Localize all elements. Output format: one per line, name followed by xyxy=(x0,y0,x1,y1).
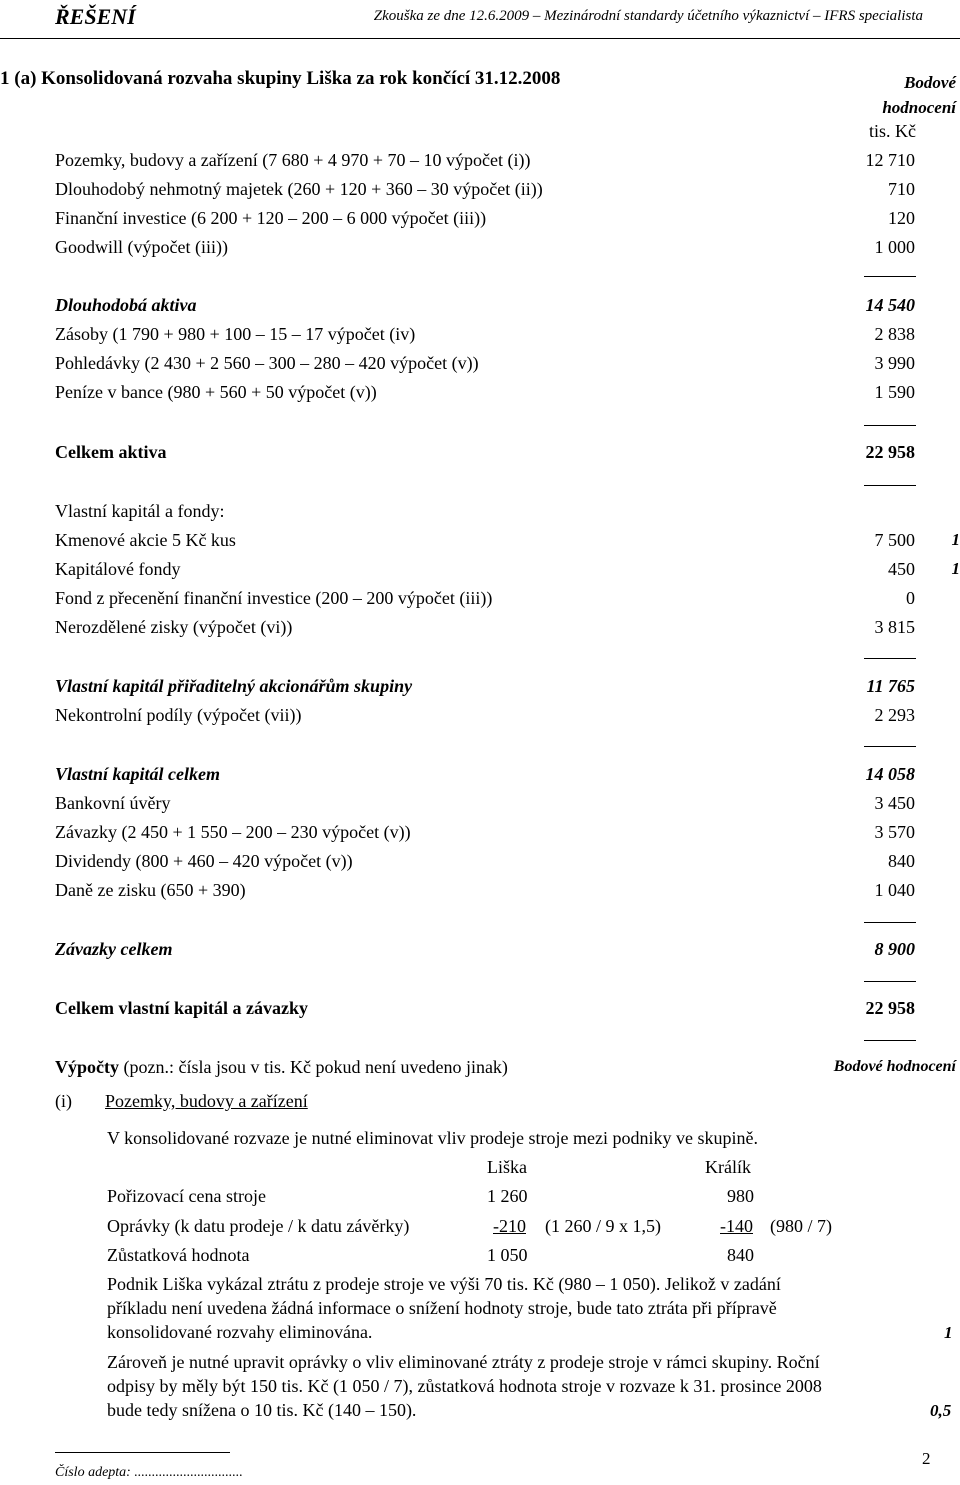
paragraph-line: Zároveň je nutné upravit oprávky o vliv eliminované ztráty z prodeje stroje v rámci skupiny. Roční xyxy=(107,1352,820,1372)
row-value: 14 540 xyxy=(865,295,915,315)
header-divider xyxy=(0,38,960,39)
balance-row xyxy=(55,851,915,880)
row-label: Celkem vlastní kapitál a závazky xyxy=(55,998,309,1018)
balance-row xyxy=(55,237,915,266)
score-header-2: hodnocení xyxy=(882,98,956,117)
balance-row xyxy=(55,208,915,237)
table-cell-liska: 1 260 xyxy=(487,1186,528,1206)
total-rule xyxy=(864,1040,916,1041)
row-value: 1 000 xyxy=(874,237,915,257)
row-label: Peníze v bance (980 + 560 + 50 výpočet (v)) xyxy=(55,382,377,402)
header-title: ŘEŠENÍ xyxy=(55,4,136,29)
table-cell-liska: 1 050 xyxy=(487,1245,528,1265)
row-value: 450 xyxy=(888,559,915,579)
balance-row xyxy=(55,880,915,909)
paragraph-line: Podnik Liška vykázal ztrátu z prodeje stroje ve výši 70 tis. Kč (980 – 1 050). Jelikož v zadání xyxy=(107,1274,781,1294)
calculations-title-note: (pozn.: čísla jsou v tis. Kč pokud není uvedeno jinak) xyxy=(119,1057,508,1077)
row-label: Nerozdělené zisky (výpočet (vi)) xyxy=(55,617,293,637)
subtotal-rule xyxy=(864,922,916,923)
row-label: Pozemky, budovy a zařízení (7 680 + 4 970 + 70 – 10 výpočet (i)) xyxy=(55,150,531,170)
row-label: Daně ze zisku (650 + 390) xyxy=(55,880,246,900)
row-value: 840 xyxy=(888,851,915,871)
row-value: 3 570 xyxy=(874,822,915,842)
row-value: 2 838 xyxy=(874,324,915,344)
subtotal-rule xyxy=(864,276,916,277)
row-value: 12 710 xyxy=(865,150,915,170)
row-label: Vlastní kapitál celkem xyxy=(55,764,220,784)
table-col-kralik: Králík xyxy=(705,1157,751,1177)
footer-divider xyxy=(55,1452,230,1453)
row-label: Dlouhodobý nehmotný majetek (260 + 120 + 360 – 30 výpočet (ii)) xyxy=(55,179,543,199)
row-label: Dividendy (800 + 460 – 420 výpočet (v)) xyxy=(55,851,353,871)
row-value: 14 058 xyxy=(865,764,915,784)
calculations-title xyxy=(55,1057,508,1078)
balance-row xyxy=(55,353,915,382)
row-label: Kmenové akcie 5 Kč kus xyxy=(55,530,236,550)
balance-row xyxy=(55,559,960,588)
subtotal-rule xyxy=(864,746,916,747)
subtotal-rule xyxy=(864,981,916,982)
calculations-title-bold: Výpočty xyxy=(55,1057,119,1077)
row-score: 1 xyxy=(951,559,960,578)
row-value: 7 500 xyxy=(874,530,915,550)
total-row xyxy=(55,442,915,471)
intro-text: V konsolidované rozvaze je nutné eliminovat vliv prodeje stroje mezi podniky ve skupině. xyxy=(107,1128,759,1148)
row-value: 2 293 xyxy=(874,705,915,725)
paragraph-line: konsolidované rozvahy eliminována. xyxy=(107,1322,373,1342)
row-value: 22 958 xyxy=(865,442,915,462)
row-value: 3 990 xyxy=(874,353,915,373)
row-value: 1 590 xyxy=(874,382,915,402)
paragraph-line: bude tedy snížena o 10 tis. Kč (140 – 150). xyxy=(107,1400,417,1420)
row-value: 3 815 xyxy=(874,617,915,637)
row-label: Vlastní kapitál přiřaditelný akcionářům skupiny xyxy=(55,676,413,696)
row-value: 0 xyxy=(906,588,915,608)
balance-row xyxy=(55,530,960,559)
candidate-number-field: Číslo adepta: ............................... xyxy=(55,1465,243,1480)
row-label: Goodwill (výpočet (iii)) xyxy=(55,237,228,257)
subsection-title: Pozemky, budovy a zařízení xyxy=(105,1091,308,1111)
section-title: 1 (a) Konsolidovaná rozvaha skupiny Liška za rok končící 31.12.2008 xyxy=(0,68,561,89)
row-label: Pohledávky (2 430 + 2 560 – 300 – 280 – 420 výpočet (v)) xyxy=(55,353,479,373)
row-value: 22 958 xyxy=(865,998,915,1018)
balance-row xyxy=(55,150,915,179)
row-label: Vlastní kapitál a fondy: xyxy=(55,501,225,521)
balance-row xyxy=(55,382,915,411)
row-label: Bankovní úvěry xyxy=(55,793,171,813)
row-label: Zásoby (1 790 + 980 + 100 – 15 – 17 výpočet (iv) xyxy=(55,324,416,344)
total-rule xyxy=(864,485,916,486)
subtotal-row xyxy=(55,676,915,705)
balance-row xyxy=(55,705,915,734)
balance-row xyxy=(55,588,915,617)
table-cell-liska: -210 xyxy=(493,1216,526,1236)
subtotal-rule xyxy=(864,658,916,659)
balance-row xyxy=(55,501,915,530)
unit-label: tis. Kč xyxy=(869,121,916,141)
header-exam-info: Zkouška ze dne 12.6.2009 – Mezinárodní standardy účetního výkaznictví – IFRS specialista xyxy=(373,8,923,24)
table-col-liska: Liška xyxy=(487,1157,527,1177)
score-header-1: Bodové xyxy=(904,73,956,92)
balance-row xyxy=(55,324,915,353)
row-label: Fond z přecenění finanční investice (200 – 200 výpočet (iii)) xyxy=(55,588,493,608)
row-value: 8 900 xyxy=(874,939,915,959)
table-row-label: Pořizovací cena stroje xyxy=(107,1186,266,1206)
table-cell-note: (980 / 7) xyxy=(770,1216,832,1236)
balance-row xyxy=(55,793,915,822)
balance-row xyxy=(55,617,915,646)
row-label: Dlouhodobá aktiva xyxy=(55,295,197,315)
row-label: Kapitálové fondy xyxy=(55,559,181,579)
subsection-number: (i) xyxy=(55,1091,72,1111)
paragraph-score: 0,5 xyxy=(930,1401,952,1420)
row-value: 3 450 xyxy=(874,793,915,813)
paragraph-line: příkladu není uvedena žádná informace o snížení hodnoty stroje, bude tato ztráta při přípravě xyxy=(107,1298,777,1318)
row-value: 120 xyxy=(888,208,915,228)
paragraph-line: odpisy by měly být 150 tis. Kč (1 050 / 7), zůstatková hodnota stroje v rozvaze k 31. prosince 2008 xyxy=(107,1376,822,1396)
row-label: Závazky (2 450 + 1 550 – 200 – 230 výpočet (v)) xyxy=(55,822,411,842)
row-value: 1 040 xyxy=(874,880,915,900)
score-header-calc: Bodové hodnocení xyxy=(833,1058,956,1075)
table-cell-note: (1 260 / 9 x 1,5) xyxy=(545,1216,661,1236)
balance-row xyxy=(55,179,915,208)
row-label: Finanční investice (6 200 + 120 – 200 – 6 000 výpočet (iii)) xyxy=(55,208,487,228)
row-value: 710 xyxy=(888,179,915,199)
subtotal-rule xyxy=(864,425,916,426)
subtotal-row xyxy=(55,939,915,968)
table-row-label: Oprávky (k datu prodeje / k datu závěrky) xyxy=(107,1216,410,1236)
paragraph-score: 1 xyxy=(944,1323,953,1342)
subtotal-row xyxy=(55,295,915,324)
table-row-label: Zůstatková hodnota xyxy=(107,1245,250,1265)
subtotal-row xyxy=(55,764,915,793)
row-label: Celkem aktiva xyxy=(55,442,167,462)
total-row xyxy=(55,998,915,1027)
balance-row xyxy=(55,822,915,851)
page-number: 2 xyxy=(922,1449,931,1468)
table-cell-kralik: -140 xyxy=(720,1216,753,1236)
table-cell-kralik: 980 xyxy=(727,1186,754,1206)
row-label: Nekontrolní podíly (výpočet (vii)) xyxy=(55,705,302,725)
row-value: 11 765 xyxy=(866,676,915,696)
row-label: Závazky celkem xyxy=(55,939,173,959)
row-score: 1 xyxy=(951,530,960,549)
table-cell-kralik: 840 xyxy=(727,1245,754,1265)
